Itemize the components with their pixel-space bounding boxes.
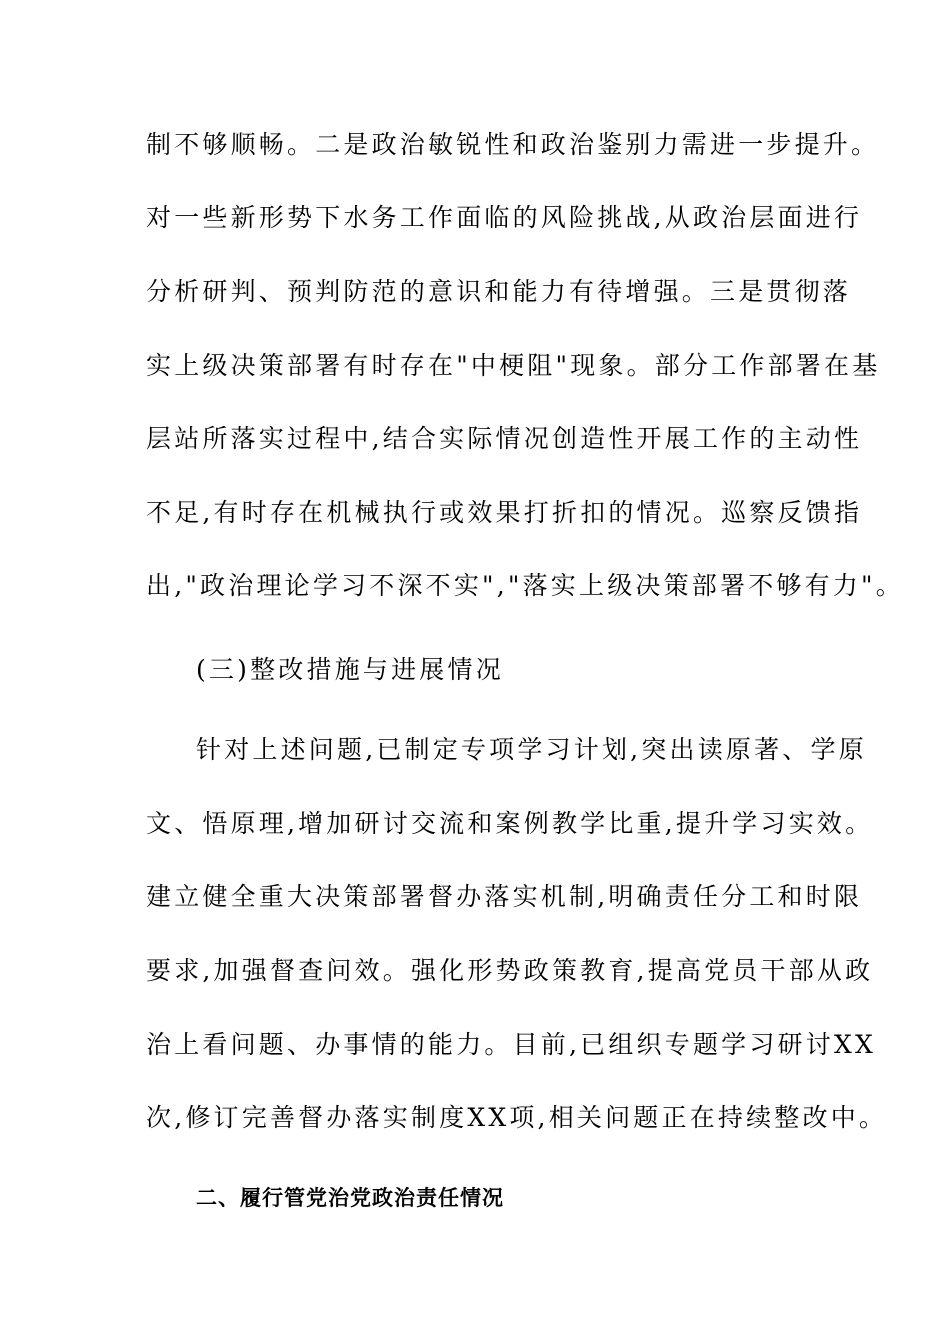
paragraph-line: 制不够顺畅。二是政治敏锐性和政治鉴别力需进一步提升。: [146, 130, 880, 159]
paragraph-line: 层站所落实过程中,结合实际情况创造性开展工作的主动性: [146, 424, 863, 453]
paragraph-line: 分析研判、预判防范的意识和能力有待增强。三是贯彻落: [146, 277, 852, 306]
section-heading: (三)整改措施与进展情况: [196, 655, 504, 684]
paragraph-line: 建立健全重大决策部署督办落实机制,明确责任分工和时限: [146, 882, 863, 911]
paragraph-line: 不足,有时存在机械执行或效果打折扣的情况。巡察反馈指: [146, 498, 863, 527]
paragraph-line: 出,"政治理论学习不深不实","落实上级决策部署不够有力"。: [146, 571, 904, 600]
paragraph-line: 对一些新形势下水务工作面临的风险挑战,从政治层面进行: [146, 203, 863, 232]
chapter-heading: 二、履行管党治党政治责任情况: [196, 1185, 504, 1210]
paragraph-line: 次,修订完善督办落实制度XX项,相关问题正在持续整改中。: [146, 1103, 888, 1132]
paragraph-line: 要求,加强督查问效。强化形势政策教育,提高党员干部从政: [146, 956, 874, 985]
paragraph-line: 针对上述问题,已制定专项学习计划,突出读原著、学原: [196, 735, 867, 764]
paragraph-line: 实上级决策部署有时存在"中梗阻"现象。部分工作部署在基: [146, 351, 881, 380]
paragraph-line: 治上看问题、办事情的能力。目前,已组织专题学习研讨XX: [146, 1030, 876, 1059]
paragraph-line: 文、悟原理,增加研讨交流和案例教学比重,提升学习实效。: [146, 809, 874, 838]
